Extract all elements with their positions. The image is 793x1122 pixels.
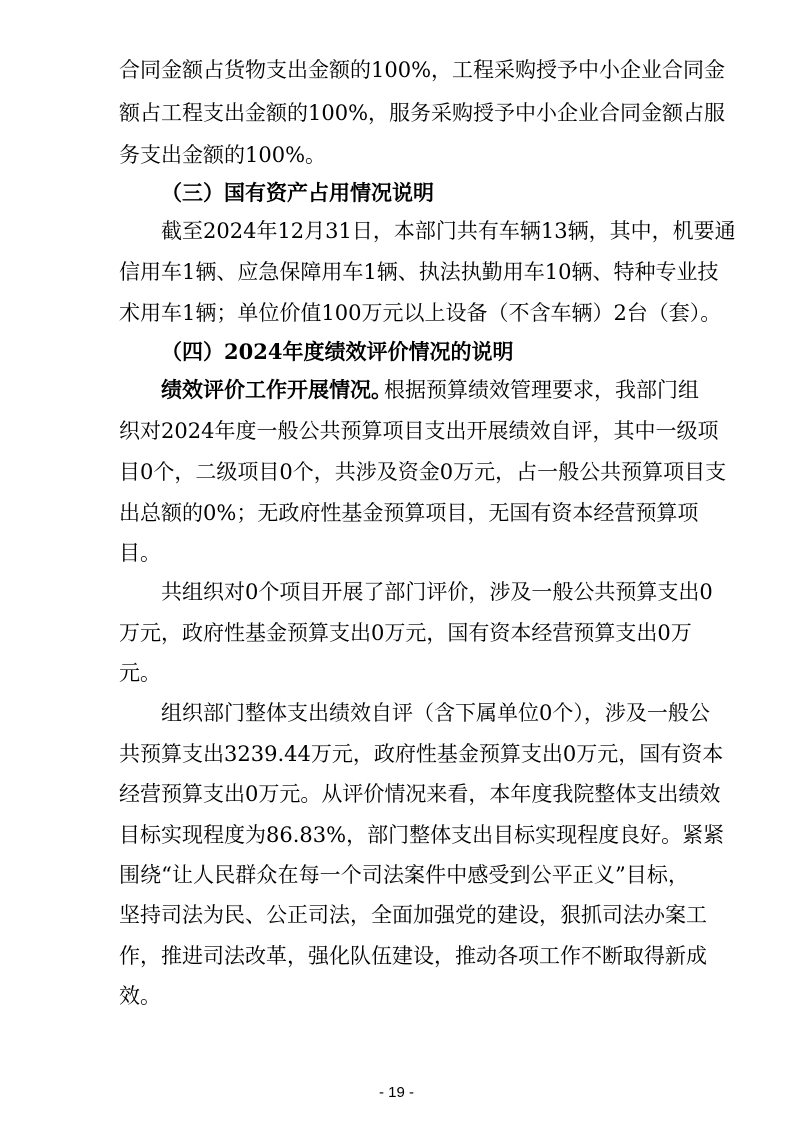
paragraph-line: 目0个，二级项目0个，共涉及资金0万元，占一般公共预算项目支 (119, 460, 727, 484)
paragraph-line: 经营预算支出0万元。从评价情况来看，本年度我院整体支出绩效 (119, 782, 721, 806)
paragraph-line: 根据预算绩效管理要求，我部门组 (384, 378, 699, 402)
paragraph-line: 信用车1辆、应急保障用车1辆、执法执勤用车10辆、特种专业技 (119, 260, 719, 284)
paragraph-line: 截至2024年12月31日，本部门共有车辆13辆，其中，机要通 (161, 219, 736, 243)
page-number: - 19 - (378, 1084, 414, 1101)
paragraph-line: 织对2024年度一般公共预算项目支出开展绩效自评，其中一级项 (119, 419, 719, 443)
paragraph-line: 务支出金额的100%。 (119, 143, 327, 167)
paragraph-lead (161, 378, 411, 402)
paragraph-line: 元。 (119, 661, 161, 685)
section-heading-3: （三）国有资产占用情况说明 (161, 180, 434, 205)
paragraph-line: 作，推进司法改革，强化队伍建设，推动各项工作不断取得新成 (119, 944, 707, 968)
paragraph-line: 共预算支出3239.44万元，政府性基金预算支出0万元，国有资本 (119, 742, 724, 766)
section-heading-4: （四）2024年度绩效评价情况的说明 (161, 339, 514, 364)
paragraph-line: 出总额的0%；无政府性基金预算项目，无国有资本经营预算项 (119, 501, 699, 525)
paragraph-line: 坚持司法为民、公正司法，全面加强党的建设，狠抓司法办案工 (119, 903, 707, 927)
paragraph-line: 目。 (119, 541, 161, 565)
paragraph-line: 术用车1辆；单位价值100万元以上设备（不含车辆）2台（套）。 (119, 301, 722, 325)
paragraph-line: 万元，政府性基金预算支出0万元，国有资本经营预算支出0万 (119, 621, 692, 645)
paragraph-line: 共组织对0个项目开展了部门评价，涉及一般公共预算支出0 (161, 580, 713, 604)
paragraph-line: 额占工程支出金额的100%，服务采购授予中小企业合同金额占服 (119, 101, 726, 125)
paragraph-line: 组织部门整体支出绩效自评（含下属单位0个），涉及一般公 (161, 701, 710, 725)
paragraph-line: 合同金额占货物支出金额的100%，工程采购授予中小企业合同金 (119, 58, 726, 82)
paragraph-line: 围绕“让人民群众在每一个司法案件中感受到公平正义”目标， (119, 863, 689, 887)
lead-bold-text: 绩效评价工作开展情况。 (161, 377, 392, 402)
paragraph-line: 效。 (119, 984, 161, 1008)
paragraph-line: 目标实现程度为86.83%，部门整体支出目标实现程度良好。紧紧 (119, 823, 725, 847)
